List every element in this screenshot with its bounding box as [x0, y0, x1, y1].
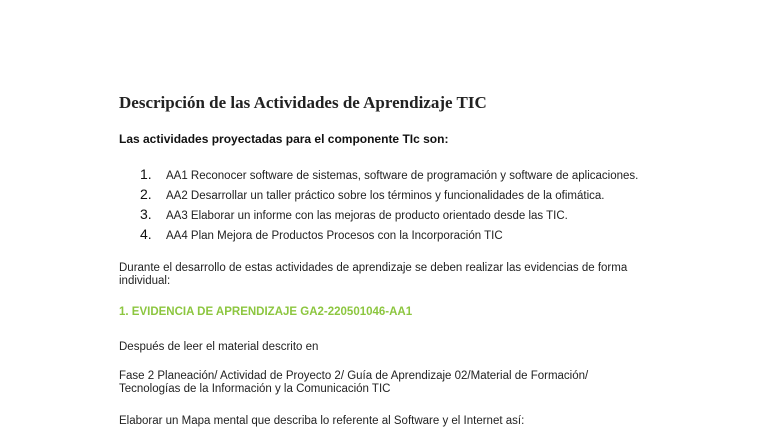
list-item — [140, 186, 638, 206]
list-item — [140, 226, 638, 246]
list-item-text: AA3 Elaborar un informe con las mejoras de producto orientado desde las TIC. — [166, 210, 568, 222]
list-item — [140, 206, 638, 226]
development-paragraph — [119, 262, 627, 288]
list-item-number: 2. — [140, 186, 152, 202]
material-path-line: Tecnologías de la Información y la Comunicación TIC — [119, 383, 391, 395]
activities-list — [140, 166, 638, 246]
material-path-paragraph — [119, 370, 588, 396]
list-item-text: AA1 Reconocer software de sistemas, software de programación y software de aplicaciones. — [166, 170, 639, 182]
development-line: individual: — [119, 275, 171, 287]
development-line: Durante el desarrollo de estas actividades de aprendizaje se deben realizar las evidencias de forma — [119, 262, 628, 274]
instruction-text: Elaborar un Mapa mental que describa lo referente al Software y el Internet así: — [119, 415, 525, 427]
intro-text: Las actividades proyectadas para el componente TIc son: — [119, 132, 449, 146]
list-item-number: 4. — [140, 226, 152, 242]
evidence-heading: 1. EVIDENCIA DE APRENDIZAJE GA2-220501046-AA1 — [119, 306, 413, 318]
list-item — [140, 166, 638, 186]
after-reading-text: Después de leer el material descrito en — [119, 341, 319, 353]
list-item-number: 3. — [140, 206, 152, 222]
list-item-text: AA4 Plan Mejora de Productos Procesos con la Incorporación TIC — [166, 230, 503, 242]
page-title: Descripción de las Actividades de Aprendizaje TIC — [119, 93, 487, 112]
list-item-number: 1. — [140, 166, 152, 182]
material-path-line: Fase 2 Planeación/ Actividad de Proyecto 2/ Guía de Aprendizaje 02/Material de Formación/ — [119, 370, 589, 382]
list-item-text: AA2 Desarrollar un taller práctico sobre los términos y funcionalidades de la ofimática. — [166, 190, 605, 202]
